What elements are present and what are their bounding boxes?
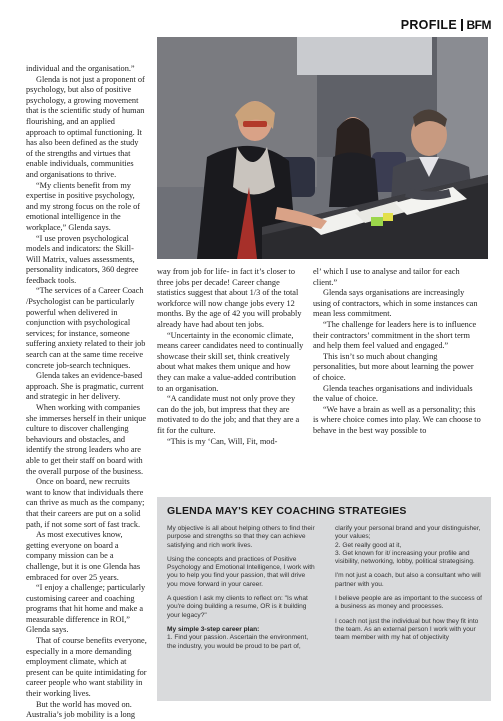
paragraph: “The challenge for leaders here is to influence their contractors’ commitment in the short term and help them feel valued and engaged.” [313, 319, 477, 351]
coaching-strategies-box [157, 497, 491, 701]
box-title: GLENDA MAY'S KEY COACHING STRATEGIES [167, 505, 407, 517]
paragraph: “My clients benefit from my expertise in positive psychology, and my strong focus on the role of emotional intelligence in the workplace,” Glenda says. [26, 180, 141, 232]
paragraph: way from job for life- in fact it’s closer to three jobs per decade! Career change statistics suggest that about 1/3 of the total workforce will now change jobs every 12 months. By the age of 42 you will probably already have had about ten jobs. [157, 267, 302, 329]
magazine-logo: BFM [466, 18, 491, 32]
career-plan-step-2: 2. Get really good at it, [335, 541, 402, 549]
paragraph: This isn’t so much about changing personalities, but more about learning the power of choice. [313, 351, 474, 382]
paragraph: As most executives know, getting everyone on board a company mission can be a challenge, but it is one Glenda has embraced for over 25 years. [26, 530, 141, 582]
career-plan-step-1: 1. Find your passion. Ascertain the environment, the industry, you would be proud to be part of, [167, 634, 309, 650]
box-paragraph: My objective is all about helping others to find their purpose and strengths so that they can achieve satisfying and rich work lives. [167, 525, 315, 549]
article-column-3 [313, 267, 481, 437]
section-label: PROFILE [400, 18, 457, 32]
career-plan-step-3: 3. Get known for it/ increasing your profile and visibility, networking, lobby, political strategising. [335, 549, 475, 566]
page-header [401, 17, 491, 33]
paragraph: “This is my ‘Can, Will, Fit, mod- [167, 436, 278, 446]
paragraph: Glenda takes an evidence-based approach. She is pragmatic, current and strategic in her delivery. [26, 371, 144, 402]
article-column-2 [157, 267, 304, 447]
box-paragraph: clarify your personal brand and your distinguisher, your values; [335, 525, 481, 541]
paragraph: “The services of a Career Coach /Psychologist can be particularly powerful when delivered in conjunction with psychological services; for instance, someone suffering anxiety related to their job search can at the same time receive concrete job-search techniques. [26, 286, 146, 370]
box-paragraph: I believe people are as important to the success of a business as money and processes. [335, 595, 482, 611]
article-column-1 [26, 64, 147, 721]
box-column-right [335, 525, 483, 649]
box-column-left [167, 525, 317, 651]
paragraph: Glenda is not just a proponent of psychology, but also of positive psychology, a growing movement that is the scientific study of human flourishing, and an applied approach to optimal functioning. It has also been defined as the study of the strengths and virtues that enable individuals, communities and organisations to thrive. [26, 74, 145, 179]
paragraph: Glenda says organisations are increasingly using of contractors, which in some instances can mean less commitment. [313, 288, 478, 319]
paragraph: When working with companies she immerses herself in their unique culture to discover challenging behaviours and obstacles, and identify the strong leaders who are able to get their staff on board with the overall purpose of the business. [26, 403, 147, 476]
paragraph: That of course benefits everyone, especially in a more demanding employment climate, which at present can be quite intimidating for career people who want stability in their working lives. [26, 636, 147, 699]
paragraph: Once on board, new recruits want to know that individuals there can thrive as much as the company; that their careers are put on a solid path, if not some sort of fast track. [26, 477, 145, 529]
paragraph: “We have a brain as well as a personality; this is where choice comes into play. We can choose to behave in the best way possible to [313, 404, 481, 435]
box-paragraph: I coach not just the individual but how they fit into the team. As an external person I work with your team member with my hat of objectivity [335, 617, 479, 642]
box-paragraph: I'm not just a coach, but also a consultant who will partner with you. [335, 572, 481, 588]
career-plan-heading: My simple 3-step career plan: [167, 625, 260, 633]
article-photo [157, 37, 488, 259]
paragraph: “I use proven psychological models and indicators: the Skill-Will Matrix, values assessments, personality indicators, 360 degree feedback tools. [26, 233, 139, 285]
paragraph: el’ which I use to analyse and tailor for each client.” [313, 267, 460, 287]
box-paragraph: Using the concepts and practices of Positive Psychology and Emotional Intelligence, I work with you to help you find your passion, that will drive you move forward in your career. [167, 555, 315, 588]
box-paragraph: A question I ask my clients to reflect on: "Is what you're doing building a resume, OR is it building your legacy?" [167, 595, 308, 619]
paragraph: “Uncertainty in the economic climate, means career candidates need to continually showcase their skill set, think creatively about what makes them unique and how they can make a value-added contribution to an organisation. [157, 330, 304, 393]
paragraph: But the world has moved on. Australia’s job mobility is a long [26, 699, 136, 720]
paragraph: “A candidate must not only prove they can do the job, but impress that they are motivated to do the job; and that they are a fit for the culture. [157, 394, 300, 435]
paragraph: individual and the organisation.” [26, 64, 135, 73]
paragraph: “I enjoy a challenge; particularly customising career and coaching programs that hit home and make a measurable difference in ROI,” Glenda says. [26, 583, 146, 635]
paragraph: Glenda teaches organisations and individuals the value of choice. [313, 383, 473, 404]
header-divider [461, 19, 463, 31]
